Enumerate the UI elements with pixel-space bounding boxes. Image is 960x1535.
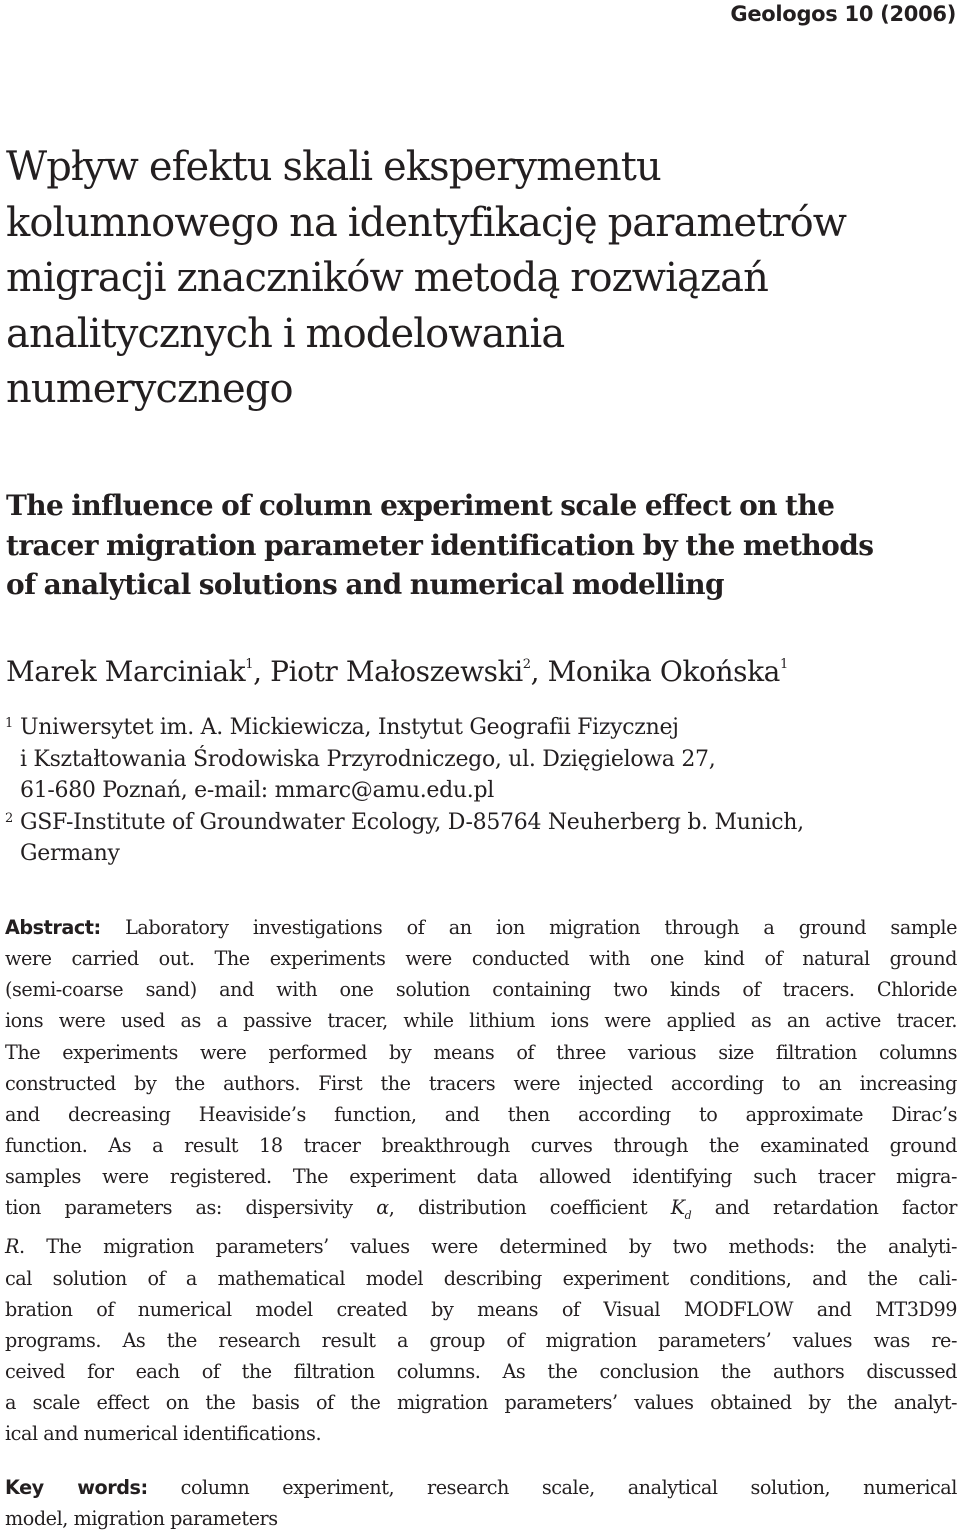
abstract-line: a scale effect on the basis of the migration parameters’ values obtained by the analyt- xyxy=(5,1391,957,1415)
abstract-line xyxy=(5,912,957,943)
author-affiliation-mark: 1 xyxy=(779,657,788,672)
symbol-alpha: α xyxy=(376,1196,389,1220)
keywords-text: column experiment, research scale, analytical solution, numerical xyxy=(147,1476,957,1499)
abstract-line: bration of numerical model created by means of Visual MODFLOW and MT3D99 xyxy=(5,1297,957,1321)
affiliation-line: GSF-Institute of Groundwater Ecology, D-85764 Neuherberg b. Munich, xyxy=(20,809,804,835)
abstract-text: Laboratory investigations of an ion migration through a ground sample xyxy=(100,916,957,939)
title-polish-line: analitycznych i modelowania xyxy=(6,310,565,357)
author-name: Piotr Małoszewski xyxy=(270,655,523,688)
abstract-line: (semi-coarse sand) and with one solution containing two kinds of tracers. Chloride xyxy=(5,978,957,1002)
abstract-line: programs. As the research result a group of migration parameters’ values was re- xyxy=(5,1328,957,1352)
title-polish xyxy=(6,140,956,418)
title-polish-line: kolumnowego na identyfikację parametrów xyxy=(6,199,847,246)
affiliation-line: 61-680 Poznań, e-mail: mmarc@amu.edu.pl xyxy=(20,778,495,803)
abstract xyxy=(5,912,957,1449)
title-english-line: tracer migration parameter identification by the methods xyxy=(6,528,874,562)
abstract-text: and retardation factor xyxy=(691,1196,958,1220)
affiliation xyxy=(2,712,952,807)
affiliation-line: i Kształtowania Środowiska Przyrodniczego, ul. Dzięgielowa 27, xyxy=(20,746,716,772)
author-name: Marek Marciniak xyxy=(6,655,246,688)
title-english xyxy=(6,486,956,605)
symbol-k-subscript: d xyxy=(684,1209,692,1223)
abstract-line xyxy=(5,1231,957,1262)
abstract-line: function. As a result 18 tracer breakthrough curves through the examinated ground xyxy=(5,1134,957,1158)
affiliation-number: 2 xyxy=(5,810,13,826)
abstract-line: constructed by the authors. First the tracers were injected according to an increasing xyxy=(5,1071,957,1095)
affiliation-number: 1 xyxy=(5,716,13,731)
symbol-r: R xyxy=(5,1235,19,1259)
author-name: Monika Okońska xyxy=(547,655,780,688)
abstract-line: were carried out. The experiments were conducted with one kind of natural ground xyxy=(5,947,957,971)
affiliation-line: Uniwersytet im. A. Mickiewicza, Instytut Geografii Fizycznej xyxy=(20,715,679,740)
author-list xyxy=(6,655,788,688)
title-polish-line: numerycznego xyxy=(6,366,293,412)
keywords-label: Key words: xyxy=(5,1476,148,1499)
abstract-text: . The migration parameters’ values were determined by two methods: the analyti- xyxy=(19,1235,957,1259)
abstract-line: samples were registered. The experiment data allowed identifying such tracer migra- xyxy=(5,1165,957,1189)
affiliations xyxy=(2,712,952,870)
abstract-line: The experiments were performed by means of three various size filtration columns xyxy=(5,1040,957,1064)
abstract-line: ions were used as a passive tracer, while lithium ions were applied as an active tracer. xyxy=(5,1009,957,1033)
abstract-line: and decreasing Heaviside’s function, and then according to approximate Dirac’s xyxy=(5,1102,957,1126)
abstract-text: , distribution coefficient xyxy=(388,1196,671,1220)
symbol-k: K xyxy=(670,1196,685,1220)
author-separator: , xyxy=(253,655,271,688)
title-english-line: of analytical solutions and numerical modelling xyxy=(6,568,725,601)
affiliation-line: Germany xyxy=(20,841,120,866)
author-affiliation-mark: 1 xyxy=(245,657,254,672)
keywords xyxy=(5,1472,957,1534)
author-separator: , xyxy=(530,655,548,688)
abstract-line: cal solution of a mathematical model describing experiment conditions, and the cali- xyxy=(5,1266,957,1290)
keywords-line: model, migration parameters xyxy=(5,1507,278,1531)
abstract-line: ceived for each of the filtration columns. As the conclusion the authors discussed xyxy=(5,1360,957,1384)
title-polish-line: Wpływ efektu skali eksperymentu xyxy=(6,144,661,190)
title-english-line: The influence of column experiment scale effect on the xyxy=(6,489,835,522)
affiliation xyxy=(2,807,952,870)
keywords-line xyxy=(5,1472,957,1503)
author-affiliation-mark: 2 xyxy=(522,657,531,672)
abstract-text: tion parameters as: dispersivity xyxy=(5,1196,377,1220)
title-polish-line: migracji znaczników metodą rozwiązań xyxy=(6,255,768,301)
abstract-line xyxy=(5,1192,957,1231)
abstract-label: Abstract: xyxy=(5,916,101,939)
abstract-line: ical and numerical identifications. xyxy=(5,1422,322,1446)
journal-header: Geologos 10 (2006) xyxy=(730,2,956,26)
